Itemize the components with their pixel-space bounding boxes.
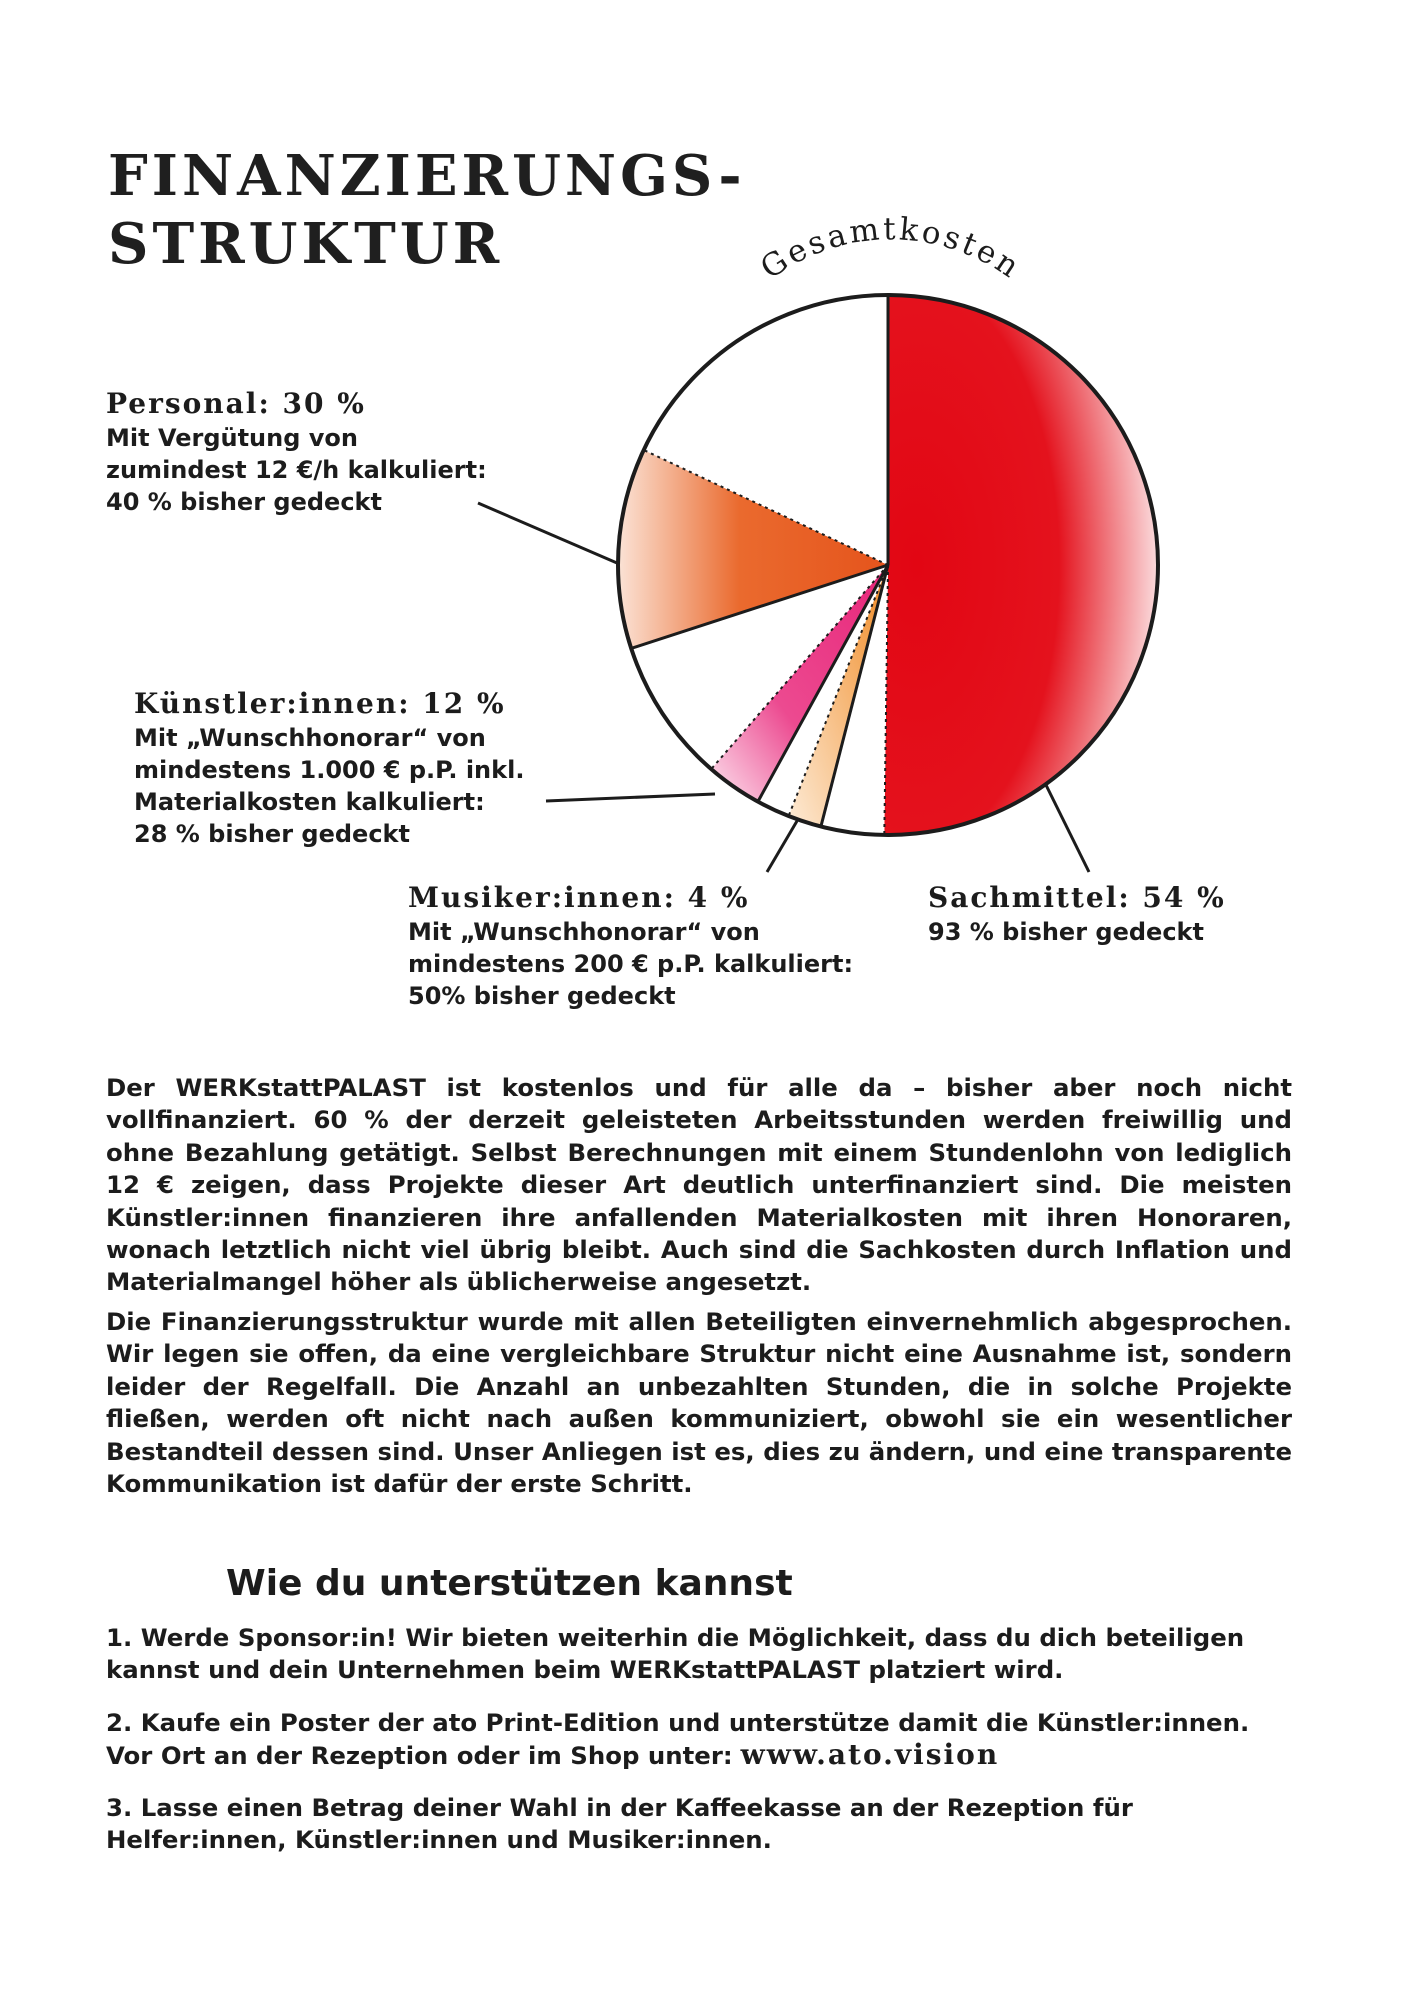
label-musiker — [408, 880, 853, 1012]
body-paragraph-1 — [106, 1072, 1292, 1299]
label-musiker-line: mindestens 200 € p.P. kalkuliert: — [408, 950, 854, 978]
label-kuenstler-line: mindestens 1.000 € p.P. inkl. — [134, 756, 525, 784]
label-musiker-line: Mit „Wunschhonorar“ von — [408, 918, 760, 946]
label-sachmittel-line: 93 % bisher gedeckt — [928, 918, 1204, 946]
label-kuenstler-line: 28 % bisher gedeckt — [134, 820, 410, 848]
support-item-poster — [106, 1707, 1292, 1773]
body-paragraph-1-text: Der WERKstattPALAST ist kostenlos und für alle da – bisher aber noch nicht vollfinanziert. 60 % der derzeit geleisteten Arbeitsstunden werden freiwillig und ohne Bezahlung getätigt. Selbst Berechnungen mit einem Stundenlohn von lediglich 12 € zeigen, dass Projekte dieser Art deutlich unterfinanziert sind. Die meisten Künstler:innen finanzieren ihre anfallenden Materialkosten mit ihren Honoraren, wonach letztlich nicht viel übrig bleibt. Auch sind die Sachkosten durch Inflation und Materialmangel höher als üblicherweise angesetzt. — [106, 1073, 1292, 1297]
label-musiker-heading: Musiker:innen: 4 % — [408, 881, 750, 914]
label-sachmittel-heading: Sachmittel: 54 % — [928, 881, 1226, 914]
label-kuenstler — [134, 686, 524, 850]
body-paragraph-2-text: Die Finanzierungsstruktur wurde mit allen Beteiligten einvernehmlich abgesprochen. Wir legen sie offen, da eine vergleichbare Struktur nicht eine Ausnahme ist, sondern leider der Regelfall. Die Anzahl an unbezahlten Stunden, die in solche Projekte fließen, werden oft nicht nach außen kommuniziert, obwohl sie ein wesentlicher Bestandteil dessen sind. Unser Anliegen ist es, dies zu ändern, und eine transparente Kommunikation ist dafür der erste Schritt. — [106, 1307, 1292, 1499]
support-item-poster-text: 2. Kaufe ein Poster der ato Print-Edition und unterstütze damit die Künstler:innen. Vor Ort an der Rezeption oder im Shop unter: — [106, 1708, 1250, 1771]
label-personal — [106, 386, 487, 518]
label-kuenstler-line: Materialkosten kalkuliert: — [134, 788, 485, 816]
label-personal-line: zumindest 12 €/h kalkuliert: — [106, 456, 487, 484]
pie-slice-sachmittel-covered — [884, 295, 1156, 835]
label-musiker-line: 50% bisher gedeckt — [408, 982, 676, 1010]
leader-line-sachmittel — [1046, 785, 1089, 872]
shop-link[interactable]: www.ato.vision — [740, 1738, 1000, 1772]
support-item-coffee-box: 3. Lasse einen Betrag deiner Wahl in der Kaffeekasse an der Rezeption für Helfer:innen, Künstler:innen und Musiker:innen. — [106, 1793, 1133, 1855]
leader-line-musiker — [767, 821, 797, 872]
body-paragraph-2 — [106, 1306, 1292, 1500]
leader-line-kuenstler — [546, 794, 715, 801]
label-sachmittel — [928, 880, 1226, 948]
chart-title: Gesamtkosten — [754, 211, 1028, 287]
label-kuenstler-heading: Künstler:innen: 12 % — [134, 687, 506, 720]
leader-line-personal — [478, 503, 617, 563]
title-line-2: STRUKTUR — [108, 211, 504, 277]
label-personal-line: Mit Vergütung von — [106, 424, 358, 452]
label-personal-line: 40 % bisher gedeckt — [106, 488, 382, 516]
support-item-sponsor: 1. Werde Sponsor:in! Wir bieten weiterhin die Möglichkeit, dass du dich beteiligen kannst und dein Unternehmen beim WERKstattPALAST platziert wird. — [106, 1623, 1245, 1685]
label-kuenstler-line: Mit „Wunschhonorar“ von — [134, 724, 486, 752]
support-heading: Wie du unterstützen kannst — [226, 1563, 793, 1604]
label-personal-heading: Personal: 30 % — [106, 387, 366, 420]
title-line-1: FINANZIERUNGS- — [108, 143, 746, 209]
